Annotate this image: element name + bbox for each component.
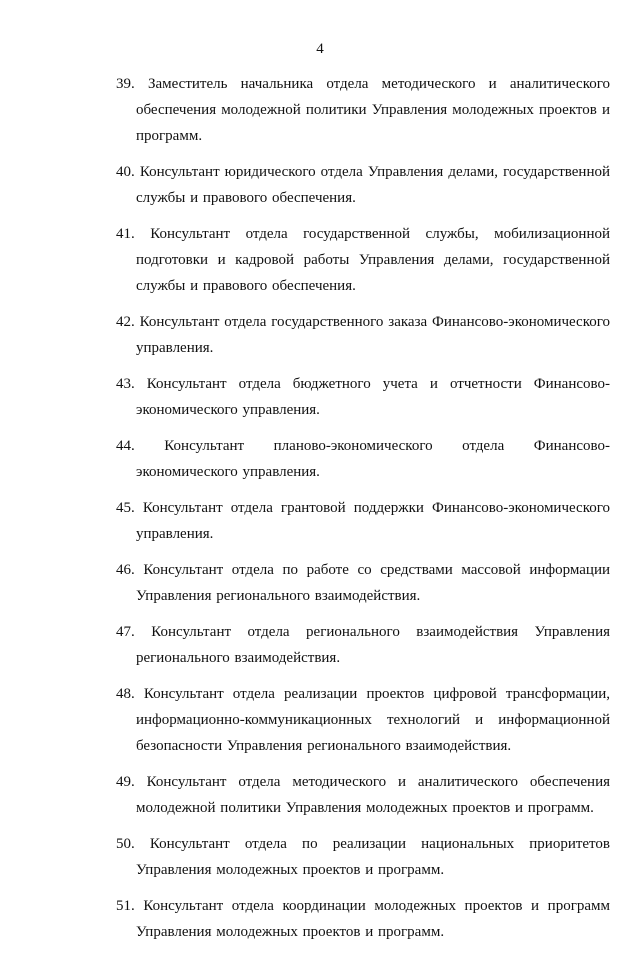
list-item-body [116,71,610,149]
list-item-body [116,681,610,759]
list-item-body [116,619,610,671]
list-item [116,681,610,759]
item-text: Консультант отдела по реализации национальных приоритетов Управления молодежных проектов и программ. [136,836,610,878]
list-item-body [116,495,610,547]
item-number: 45. [116,500,135,516]
item-number: 39. [116,76,135,92]
item-text: Консультант отдела государственной службы, мобилизационной подготовки и кадровой работы Управления делами, государственной службы и правового обеспечения. [136,226,610,294]
item-text: Консультант отдела бюджетного учета и отчетности Финансово-экономического управления. [136,376,610,418]
item-number: 50. [116,836,135,852]
list-item [116,159,610,211]
list-item [116,309,610,361]
list-item [116,831,610,883]
item-text: Консультант планово-экономического отдела Финансово-экономического управления. [136,438,610,480]
list-item-body [116,159,610,211]
item-text: Консультант отдела по работе со средствами массовой информации Управления регионального взаимодействия. [136,562,611,604]
item-number: 41. [116,226,135,242]
item-text: Заместитель начальника отдела методического и аналитического обеспечения молодежной политики Управления молодежных проектов и программ. [136,76,611,144]
list-item [116,557,610,609]
item-number: 47. [116,624,135,640]
item-text: Консультант отдела грантовой поддержки Финансово-экономического управления. [136,500,611,542]
list-item-body [116,831,610,883]
item-text: Консультант юридического отдела Управления делами, государственной службы и правового обеспечения. [136,164,611,206]
list-item [116,433,610,485]
item-number: 46. [116,562,135,578]
item-number: 43. [116,376,135,392]
list-item-body [116,371,610,423]
list-item [116,893,610,945]
list-item-body [116,433,610,485]
page-number: 4 [316,41,324,57]
position-list [116,71,610,955]
list-item [116,495,610,547]
list-item-body [116,221,610,299]
list-item [116,221,610,299]
item-text: Консультант отдела регионального взаимодействия Управления регионального взаимодействия. [136,624,611,666]
list-item-body [116,309,610,361]
item-text: Консультант отдела методического и аналитического обеспечения молодежной политики Управления молодежных проектов и программ. [136,774,610,816]
item-number: 40. [116,164,135,180]
list-item [116,71,610,149]
item-text: Консультант отдела реализации проектов цифровой трансформации, информационно-коммуникационных технологий и информационной безопасности Управления регионального взаимодействия. [136,686,610,754]
list-item-body [116,769,610,821]
item-number: 42. [116,314,135,330]
list-item-body [116,893,610,945]
item-number: 44. [116,438,135,454]
item-text: Консультант отдела государственного заказа Финансово-экономического управления. [136,314,611,356]
item-number: 48. [116,686,135,702]
list-item [116,371,610,423]
item-number: 51. [116,898,135,914]
list-item [116,769,610,821]
item-number: 49. [116,774,135,790]
list-item-body [116,557,610,609]
list-item [116,619,610,671]
item-text: Консультант отдела координации молодежных проектов и программ Управления молодежных проектов и программ. [136,898,610,940]
